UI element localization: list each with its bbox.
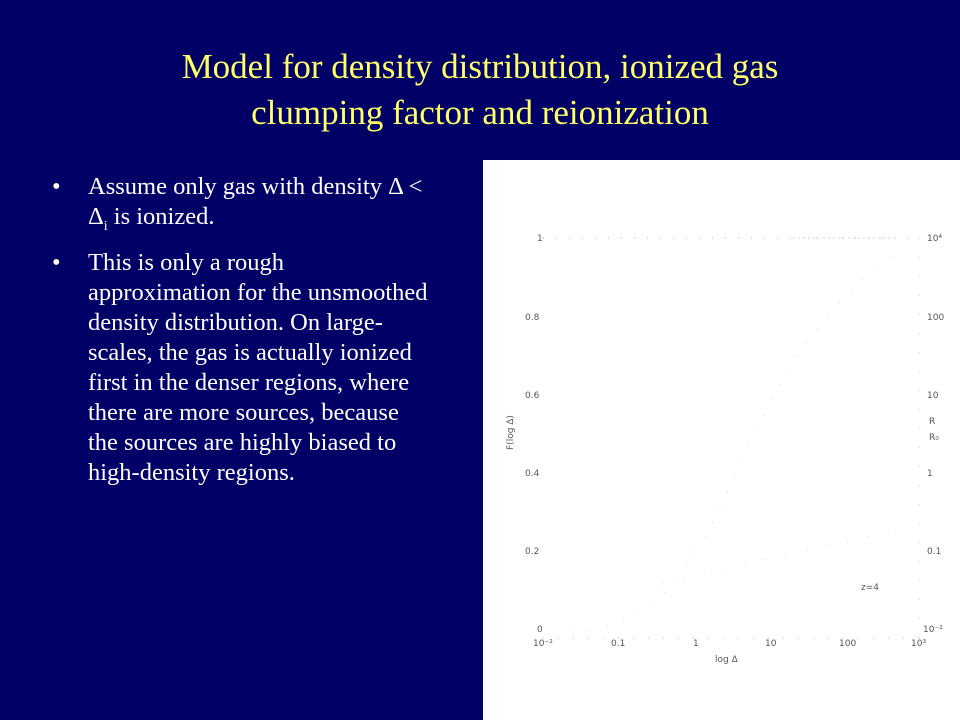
bottom-tick: 10 [765, 639, 777, 649]
ionized-fraction-curve [573, 248, 903, 632]
bullet-text-1-post: is ionized. [107, 203, 215, 230]
right-tick: 10 [927, 391, 939, 401]
left-tick: 0.8 [525, 313, 540, 323]
slide-title [40, 44, 920, 136]
right-tick: 10⁻² [923, 625, 943, 635]
bottom-tick: 10⁻² [533, 639, 553, 649]
title-line-1: Model for density distribution, ionized gas [181, 47, 779, 86]
bullet-text-1-sub: i [103, 218, 108, 234]
bullet-item [52, 248, 432, 488]
bottom-tick: 0.1 [611, 639, 626, 649]
title-line-2: clumping factor and reionization [251, 93, 709, 132]
right-tick: 0.1 [927, 547, 942, 557]
bullet-text-1-pre: Assume only gas with density Δ < Δ [88, 173, 423, 230]
right-axis-label-top: R [929, 417, 936, 427]
right-axis-label-bottom: R₀ [929, 433, 939, 443]
x-axis-label: log Δ [715, 655, 738, 665]
clumping-factor-curve [663, 532, 893, 584]
bullet-list [52, 172, 432, 494]
left-tick: 1 [537, 234, 543, 244]
curve-label: z=4 [861, 583, 879, 593]
bottom-tick: 100 [839, 639, 857, 649]
bottom-tick: 10³ [911, 639, 927, 649]
figure-panel [483, 160, 960, 720]
bottom-tick: 1 [693, 639, 699, 649]
bullet-item [52, 172, 432, 242]
bullet-text-2: This is only a rough approximation for the unsmoothed density distribution. On large-scales, the gas is actually ionized first in the denser regions, where there are more sources, because the sources are highly biased to high-density regions. [88, 248, 428, 486]
bullet-marker: • [52, 173, 61, 200]
right-tick: 100 [927, 313, 945, 323]
right-tick: 10⁴ [927, 234, 943, 244]
figure-svg [483, 160, 960, 720]
bullet-marker: • [52, 248, 61, 276]
y-axis-label: F(log Δ) [506, 415, 516, 450]
left-tick: 0.6 [525, 391, 540, 401]
left-tick: 0.4 [525, 469, 540, 479]
right-tick: 1 [927, 469, 933, 479]
left-tick: 0.2 [525, 547, 540, 557]
left-tick: 0 [537, 625, 543, 635]
